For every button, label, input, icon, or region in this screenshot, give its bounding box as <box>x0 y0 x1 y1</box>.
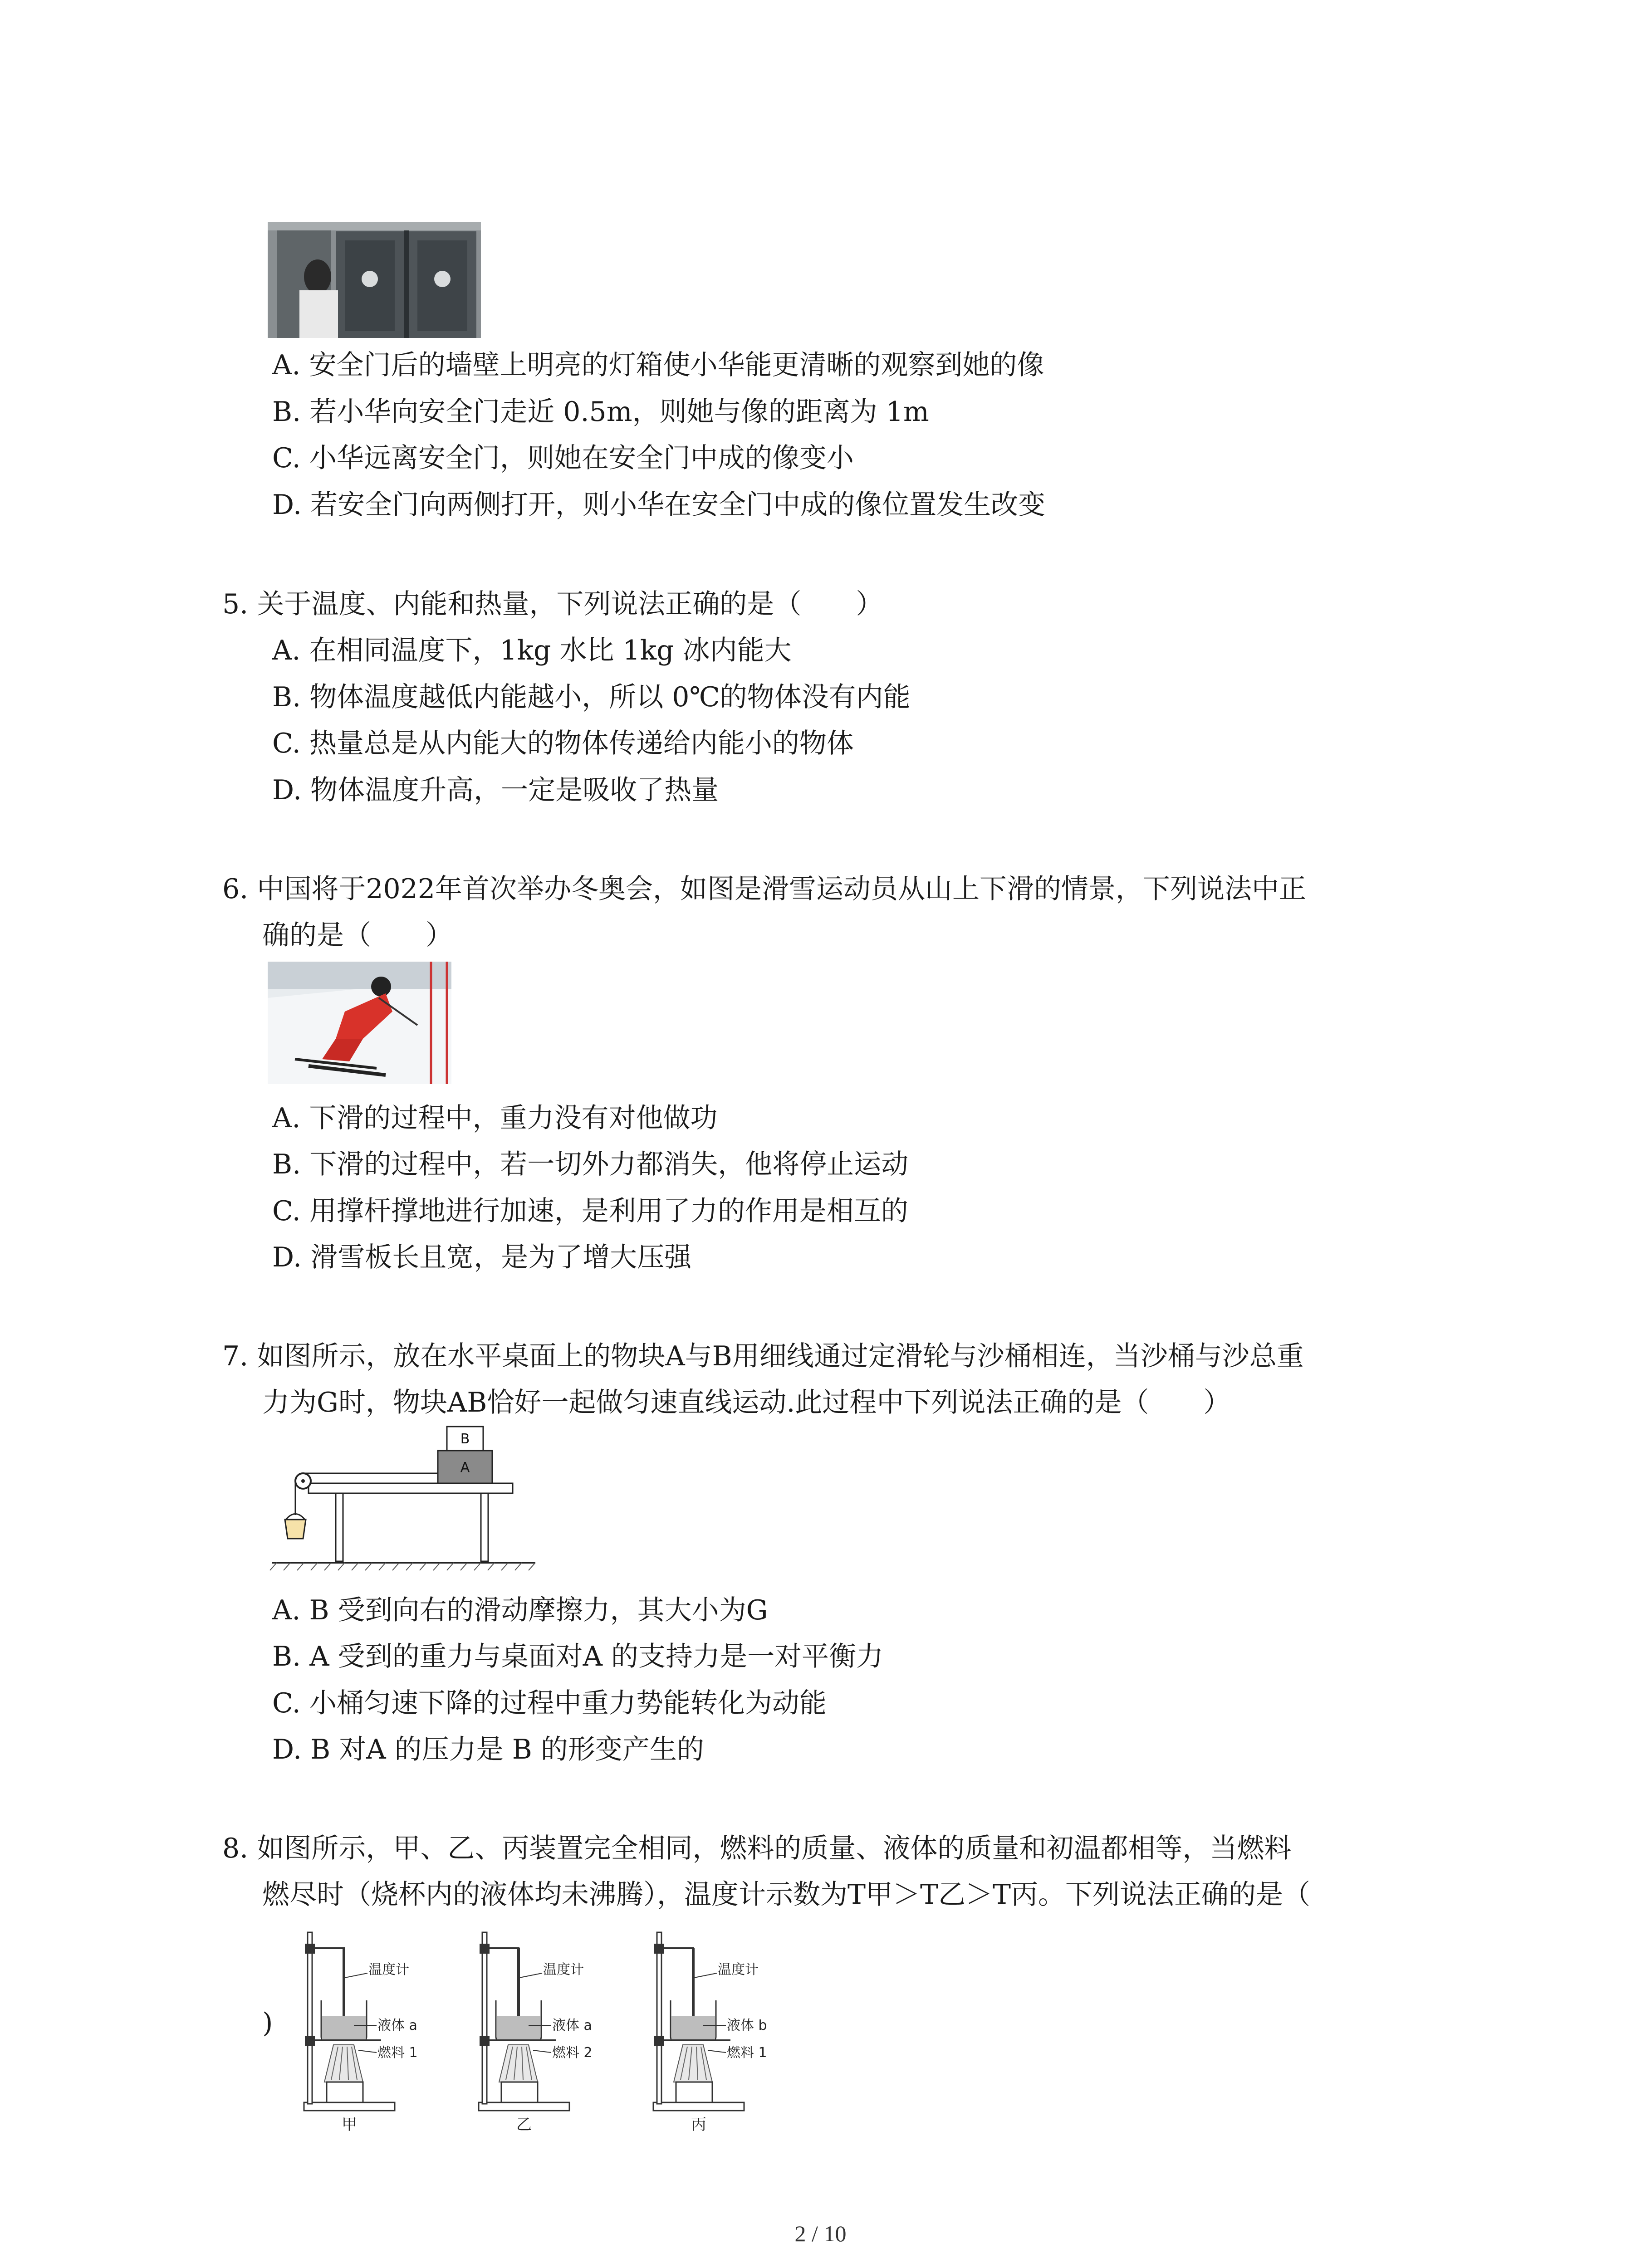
q7-stem-line2: 力为G时，物块AB恰好一起做匀速直线运动.此过程中下列说法正确的是（ ） <box>262 1387 1231 1418</box>
q4-option-a: A. 安全门后的墙壁上明亮的灯箱使小华能更清晰的观察到她的像 <box>272 349 1044 381</box>
q6-stem-line2: 确的是（ ） <box>262 919 453 951</box>
q7-stem-line1: 7. 如图所示，放在水平桌面上的物块A与B用细线通过定滑轮与沙桶相连，当沙桶与沙总重 <box>222 1340 1304 1372</box>
block-b-label: B <box>460 1431 470 1447</box>
apparatus-1-name: 甲 <box>342 2116 357 2134</box>
skier-photo <box>268 962 451 1084</box>
apparatus-2-thermometer: 温度计 <box>543 1962 584 1978</box>
apparatus-1-liquid: 液体 a <box>377 2018 417 2033</box>
q6-option-a: A. 下滑的过程中，重力没有对他做功 <box>272 1102 718 1134</box>
q7-option-d: D. B 对A 的压力是 B 的形变产生的 <box>272 1734 704 1765</box>
apparatus-3-name: 丙 <box>691 2116 706 2134</box>
q4-option-d: D. 若安全门向两侧打开，则小华在安全门中成的像位置发生改变 <box>272 489 1046 521</box>
pulley-diagram <box>268 1424 540 1583</box>
q6-option-d: D. 滑雪板长且宽，是为了增大压强 <box>272 1242 692 1273</box>
q4-option-c: C. 小华远离安全门，则她在安全门中成的像变小 <box>272 442 854 474</box>
q7-option-a: A. B 受到向右的滑动摩擦力，其大小为G <box>272 1594 768 1626</box>
apparatus-2-name: 乙 <box>516 2116 532 2134</box>
q8-stem-close: ) <box>262 2007 273 2039</box>
q6-option-b: B. 下滑的过程中，若一切外力都消失，他将停止运动 <box>272 1149 909 1180</box>
security-door-photo <box>268 222 481 338</box>
q5-option-d: D. 物体温度升高，一定是吸收了热量 <box>272 774 719 806</box>
apparatus-1-thermometer: 温度计 <box>368 1962 409 1978</box>
q7-option-c: C. 小桶匀速下降的过程中重力势能转化为动能 <box>272 1687 827 1719</box>
q5-stem: 5. 关于温度、内能和热量，下列说法正确的是（ ） <box>222 588 883 620</box>
page-number: 2 / 10 <box>794 2221 847 2246</box>
apparatus-3-fuel: 燃料 1 <box>727 2045 767 2061</box>
apparatus-2-liquid: 液体 a <box>552 2018 592 2033</box>
block-a-label: A <box>460 1460 470 1476</box>
heating-apparatus-figure <box>295 1928 826 2136</box>
q6-option-c: C. 用撑杆撑地进行加速，是利用了力的作用是相互的 <box>272 1195 908 1227</box>
q7-option-b: B. A 受到的重力与桌面对A 的支持力是一对平衡力 <box>272 1641 884 1672</box>
q8-stem-line2: 燃尽时（烧杯内的液体均未沸腾），温度计示数为T甲＞T乙＞T丙。下列说法正确的是（ <box>262 1879 1311 1911</box>
apparatus-3-thermometer: 温度计 <box>718 1962 759 1978</box>
q8-stem-line1: 8. 如图所示，甲、乙、丙装置完全相同，燃料的质量、液体的质量和初温都相等，当燃料 <box>222 1833 1292 1864</box>
apparatus-3-liquid: 液体 b <box>727 2018 767 2033</box>
q5-option-a: A. 在相同温度下，1kg 水比 1kg 冰内能大 <box>272 635 792 666</box>
apparatus-1-fuel: 燃料 1 <box>377 2045 418 2061</box>
q5-option-c: C. 热量总是从内能大的物体传递给内能小的物体 <box>272 728 854 759</box>
apparatus-2-fuel: 燃料 2 <box>552 2045 593 2061</box>
q6-stem-line1: 6. 中国将于2022年首次举办冬奥会，如图是滑雪运动员从山上下滑的情景，下列说法中正 <box>222 873 1307 905</box>
q4-option-b: B. 若小华向安全门走近 0.5m，则她与像的距离为 1m <box>272 396 929 428</box>
q5-option-b: B. 物体温度越低内能越小，所以 0℃的物体没有内能 <box>272 681 911 713</box>
